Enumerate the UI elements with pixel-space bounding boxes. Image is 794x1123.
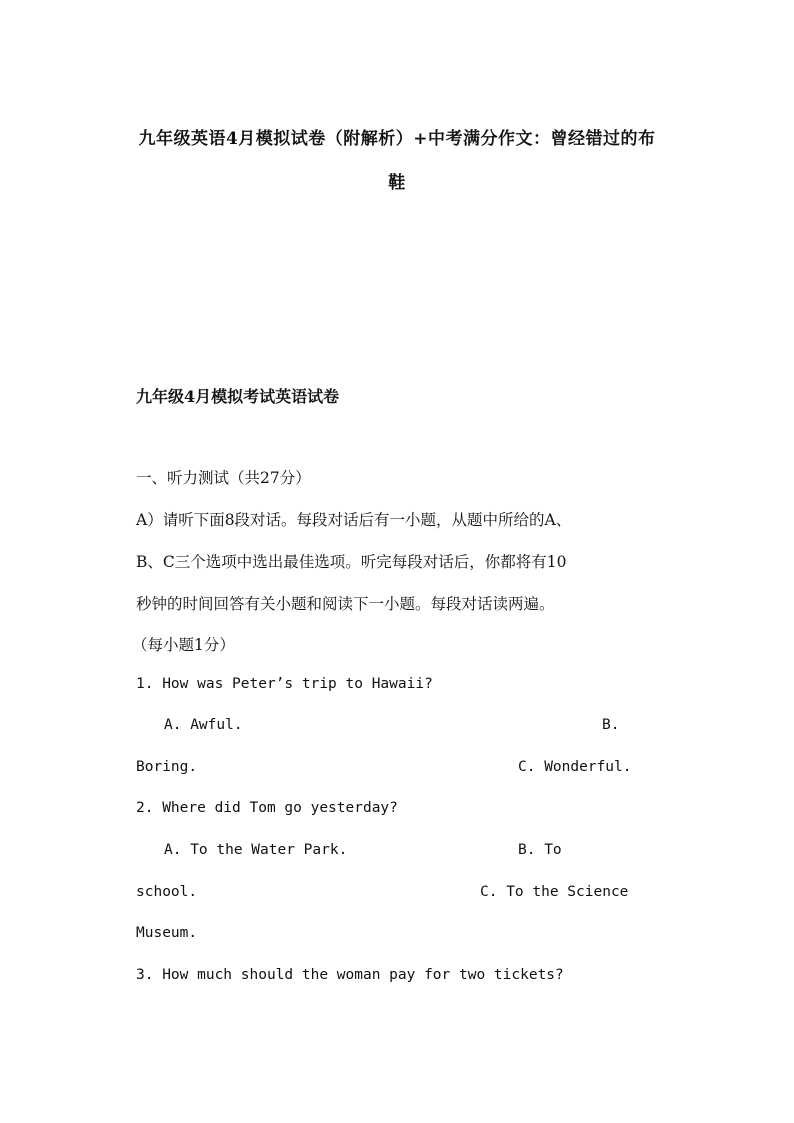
question-2-stem: 2. Where did Tom go yesterday? [136,800,398,816]
instructions-line-4: （每小题1分） [132,636,235,654]
instructions-line-2: B、C三个选项中选出最佳选项。听完每段对话后，你都将有10 [136,553,567,571]
question-2-option-c-label: C. To the Science [480,884,629,900]
section-heading-listening: 一、听力测试（共27分） [136,469,311,487]
instructions-line-3: 秒钟的时间回答有关小题和阅读下一小题。每段对话读两遍。 [136,595,555,613]
question-1-stem: 1. How was Peter’s trip to Hawaii? [136,676,433,692]
question-2-option-c-text: Museum. [136,925,198,941]
question-2-option-a: A. To the Water Park. [164,842,348,858]
question-1-option-b-text: Boring. [136,759,198,775]
question-1-option-b-label: B. [602,717,620,733]
document-title-line-1: 九年级英语4月模拟试卷（附解析）+中考满分作文：曾经错过的布 [138,129,656,149]
question-3-stem: 3. How much should the woman pay for two tickets? [136,967,564,983]
question-2-option-b-text: school. [136,884,198,900]
document-title-line-2: 鞋 [388,173,406,193]
question-2-option-b-label: B. To [518,842,562,858]
exam-title: 九年级4月模拟考试英语试卷 [136,387,340,406]
question-1-option-a: A. Awful. [164,717,243,733]
instructions-line-1: A）请听下面8段对话。每段对话后有一小题，从题中所给的A、 [136,511,572,529]
question-1-option-c: C. Wonderful. [518,759,632,775]
